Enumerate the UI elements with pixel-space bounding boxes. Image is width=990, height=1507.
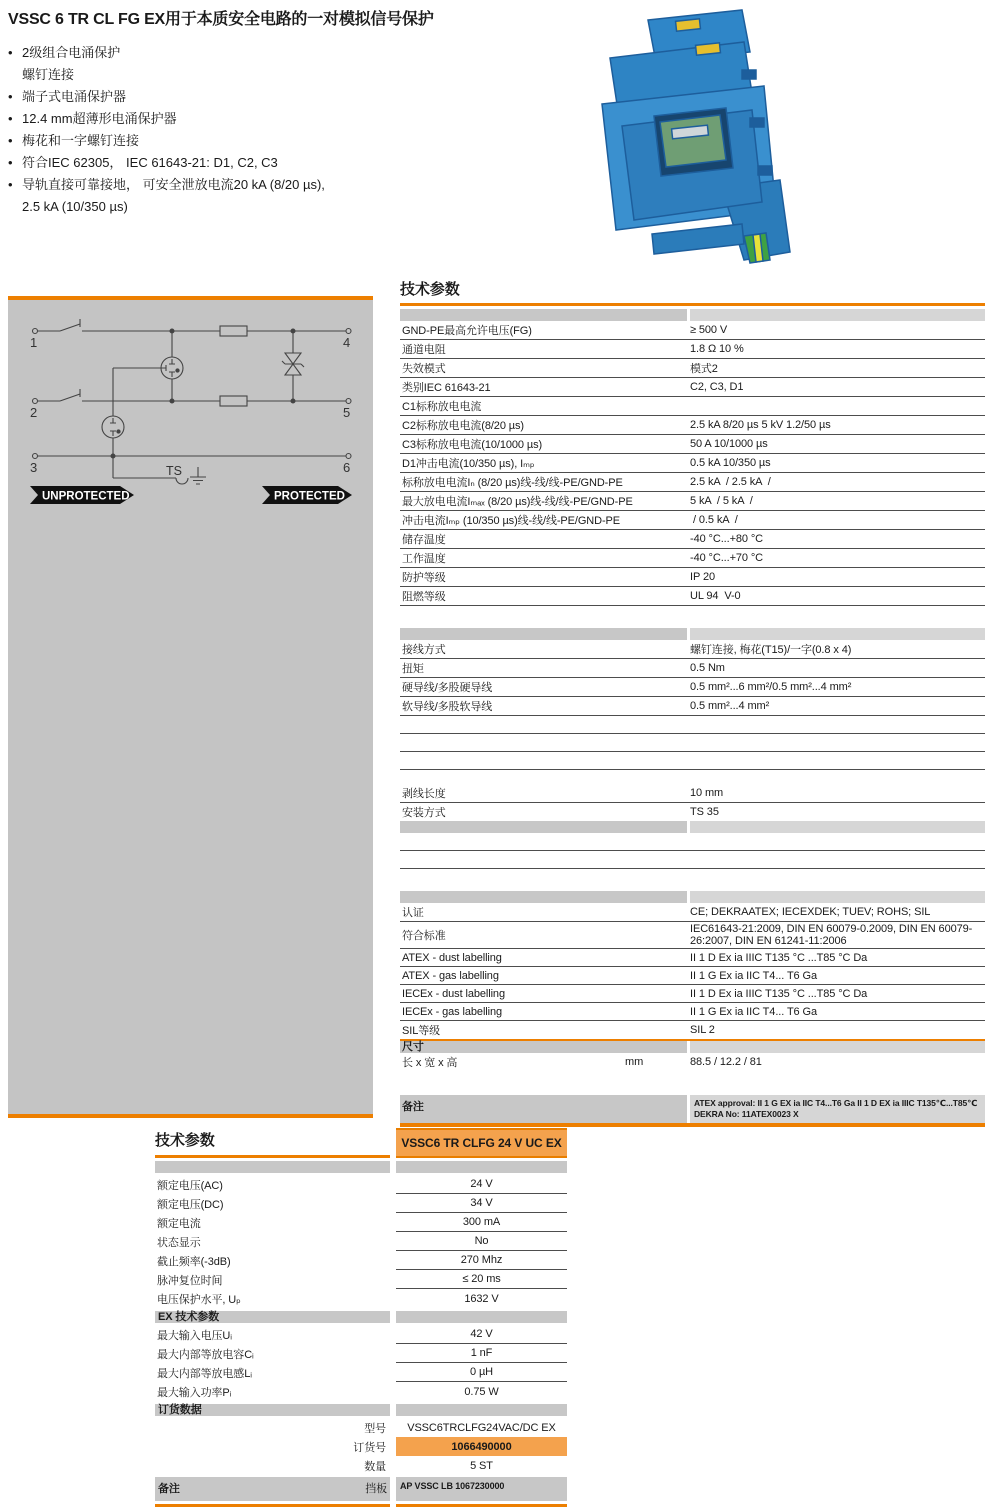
row-value: 0.5 mm²...6 mm²/0.5 mm²...4 mm² — [690, 681, 852, 693]
row-label: 最大放电电流Iₘₐₓ (8/20 µs)线-线/线-PE/GND-PE — [402, 496, 633, 508]
row-value: II 1 D Ex ia IIIC T135 °C ...T85 °C Da — [690, 951, 868, 964]
row-label: 长 x 宽 x 高 — [402, 1057, 458, 1069]
row-value: ≤ 20 ms — [396, 1270, 567, 1289]
row-label: 型号 — [364, 1422, 386, 1435]
table-row — [155, 1456, 567, 1475]
row-value: 0.75 W — [464, 1385, 499, 1398]
table-row — [400, 903, 985, 922]
row-value: 10 mm — [690, 787, 724, 799]
remark-row — [155, 1477, 567, 1501]
table-row — [400, 697, 985, 716]
table-row — [400, 378, 985, 397]
row-value: -40 °C...+80 °C — [690, 533, 764, 545]
unit-label: mm — [625, 1056, 644, 1068]
variant-header — [155, 1128, 567, 1158]
row-value: II 1 G Ex ia IIC T4... T6 Ga — [690, 1005, 818, 1018]
dimensions-row — [400, 1053, 985, 1071]
row-value: 1632 V — [464, 1292, 499, 1305]
bullet-icon: • — [8, 45, 13, 60]
row-value: IEC61643-21:2009, DIN EN 60079-0.2009, DIN EN 60079- 26:2007, DIN EN 61241-11:2006 — [690, 923, 973, 947]
table-header-bar — [155, 1161, 567, 1173]
circuit-diagram — [8, 306, 373, 516]
table-row — [155, 1382, 567, 1401]
row-value: 螺钉连接, 梅花(T15)/一字(0.8 x 4) — [690, 644, 852, 656]
variant-table-title: 技术参数 — [155, 1129, 390, 1158]
row-label: 数量 — [364, 1460, 386, 1473]
table-row — [400, 435, 985, 454]
row-value: 0.5 Nm — [690, 662, 725, 674]
terminal-label-2: 2 — [30, 405, 38, 420]
table-row — [400, 587, 985, 606]
table-row — [155, 1325, 567, 1344]
row-label: IECEx - dust labelling — [402, 987, 505, 1000]
row-value: 模式2 — [690, 363, 718, 375]
row-value: 0.5 kA 10/350 µs — [690, 457, 771, 469]
row-label: 标称放电电流Iₙ (8/20 µs)线-线/线-PE/GND-PE — [402, 477, 623, 489]
feature-item: 螺钉连接 — [22, 67, 75, 82]
feature-item: • 端子式电涌保护器 — [8, 86, 438, 108]
table-row — [400, 678, 985, 697]
note-value: ATEX approval: II 1 G EX ia IIC T4...T6 Ga II 1 D EX ia IIIC T135℃...T85℃ DEKRA No: 11ATEX0023 X — [690, 1095, 985, 1123]
bullet-icon: • — [8, 155, 13, 170]
row-value: TS 35 — [690, 806, 719, 818]
table-row — [400, 340, 985, 359]
row-label: 剥线长度 — [402, 788, 446, 800]
row-value: 270 Mhz — [396, 1251, 567, 1270]
empty-row — [400, 752, 985, 770]
feature-item: • 2级组合电涌保护 — [8, 42, 438, 64]
table-row — [400, 549, 985, 568]
row-label: 电压保护水平, Uₚ — [157, 1293, 241, 1306]
terminal-label-4: 4 — [343, 335, 351, 350]
row-label: 最大内部等放电感Lᵢ — [157, 1367, 252, 1380]
section-bar — [400, 891, 985, 903]
row-value: 5 ST — [470, 1459, 493, 1472]
row-label: 阻燃等级 — [402, 591, 446, 603]
empty-row — [400, 716, 985, 734]
table-row — [400, 949, 985, 967]
row-value: / 0.5 kA / — [690, 514, 738, 526]
tech-table-title: 技术参数 — [400, 281, 460, 298]
order-number-value: 1066490000 — [396, 1437, 567, 1456]
row-value: UL 94 V-0 — [690, 590, 741, 602]
table-row — [400, 803, 985, 821]
row-label: IECEx - gas labelling — [402, 1005, 503, 1018]
row-label: 认证 — [402, 907, 424, 919]
row-label: 防护等级 — [402, 572, 446, 584]
section-bar — [400, 628, 985, 640]
feature-item: • 12.4 mm超薄形电涌保护器 — [8, 108, 438, 130]
table-row — [400, 454, 985, 473]
feature-item: • 梅花和一字螺钉连接 — [8, 130, 438, 152]
row-value: 5 kA / 5 kA / — [690, 495, 753, 507]
note-label: 备注 — [400, 1095, 687, 1123]
product-photo — [592, 6, 797, 268]
row-value: CE; DEKRAATEX; IECEXDEK; TUEV; ROHS; SIL — [690, 906, 931, 918]
row-label: 扭矩 — [402, 663, 424, 675]
table-row — [400, 985, 985, 1003]
ts-label: TS — [166, 464, 182, 478]
terminal-label-5: 5 — [343, 405, 351, 420]
row-label: 额定电压(DC) — [157, 1198, 224, 1211]
bullet-icon: • — [8, 177, 13, 192]
table-row — [400, 640, 985, 659]
row-label: 通道电阻 — [402, 344, 446, 356]
table-row — [400, 922, 985, 949]
row-label: 额定电压(AC) — [157, 1179, 223, 1192]
table-row — [400, 359, 985, 378]
row-value: 2.5 kA / 2.5 kA / — [690, 476, 771, 488]
ex-section-bar: EX 技术参数 — [155, 1311, 567, 1323]
row-value: No — [396, 1232, 567, 1251]
svg-text:UNPROTECTED: UNPROTECTED — [42, 490, 130, 503]
row-label: 最大输入功率Pᵢ — [157, 1386, 232, 1399]
svg-text:PROTECTED: PROTECTED — [274, 490, 345, 503]
bullet-icon: • — [8, 89, 13, 104]
row-value: 300 mA — [396, 1213, 567, 1232]
row-value: 2.5 kA 8/20 µs 5 kV 1.2/50 µs — [690, 419, 831, 431]
row-label: 工作温度 — [402, 553, 446, 565]
row-value: II 1 G Ex ia IIC T4... T6 Ga — [690, 969, 818, 982]
feature-list — [8, 42, 438, 218]
row-value: 0.5 mm²...4 mm² — [690, 700, 770, 712]
row-label: 状态显示 — [157, 1236, 201, 1249]
row-value: 50 A 10/1000 µs — [690, 438, 768, 450]
variant-specs-table — [155, 1128, 567, 1507]
page-title: VSSC 6 TR CL FG EX用于本质安全电路的一对模拟信号保护 — [8, 11, 434, 28]
row-label: 最大内部等放电容Cᵢ — [157, 1348, 254, 1361]
row-value: IP 20 — [690, 571, 715, 583]
note-row — [400, 1095, 985, 1127]
row-label: 储存温度 — [402, 534, 446, 546]
row-label: 符合标准 — [402, 930, 446, 942]
row-value: 1.8 Ω 10 % — [690, 343, 744, 355]
table-row — [400, 321, 985, 340]
row-label: C2标称放电电流(8/20 µs) — [402, 420, 524, 432]
table-row — [155, 1363, 567, 1382]
row-label: 截止频率(-3dB) — [157, 1255, 231, 1268]
row-label: ATEX - dust labelling — [402, 951, 502, 964]
table-row — [400, 1021, 985, 1039]
row-value: SIL 2 — [690, 1024, 715, 1036]
terminal-label-3: 3 — [30, 460, 38, 475]
row-label: 类别IEC 61643-21 — [402, 382, 491, 394]
row-label: 脉冲复位时间 — [157, 1274, 223, 1287]
table-row — [400, 473, 985, 492]
row-label: D1冲击电流(10/350 µs), Iₘₚ — [402, 458, 535, 470]
order-section-bar: 订货数据 — [155, 1404, 567, 1416]
row-label: ATEX - gas labelling — [402, 969, 499, 982]
row-value: II 1 D Ex ia IIIC T135 °C ...T85 °C Da — [690, 987, 868, 1000]
row-value: C2, C3, D1 — [690, 381, 744, 393]
feature-item: 2.5 kA (10/350 µs) — [22, 199, 128, 214]
row-label: 冲击电流Iₘₚ (10/350 µs)线-线/线-PE/GND-PE — [402, 515, 621, 527]
table-row — [155, 1437, 567, 1456]
bullet-icon: • — [8, 133, 13, 148]
unprotected-arrow — [30, 486, 134, 504]
row-label: 硬导线/多股硬导线 — [402, 682, 493, 694]
variant-name-header: VSSC6 TR CLFG 24 V UC EX — [396, 1128, 567, 1158]
row-label: SIL等级 — [402, 1025, 441, 1037]
row-value: ≥ 500 V — [690, 324, 728, 336]
table-row — [155, 1232, 567, 1251]
empty-row — [400, 734, 985, 752]
row-value: -40 °C...+70 °C — [690, 552, 764, 564]
row-label: C1标称放电电流 — [402, 401, 482, 413]
table-row — [155, 1270, 567, 1289]
tech-specs-table — [400, 278, 985, 1127]
empty-row — [400, 851, 985, 869]
row-value: 1 nF — [396, 1344, 567, 1363]
row-label: 失效模式 — [402, 363, 446, 375]
table-row — [400, 659, 985, 678]
table-row — [400, 784, 985, 803]
row-value: VSSC6TRCLFG24VAC/DC EX — [407, 1421, 556, 1434]
row-value — [687, 405, 985, 407]
remark-value: AP VSSC LB 1067230000 — [396, 1477, 567, 1501]
table-row — [155, 1418, 567, 1437]
orange-rule — [400, 303, 985, 306]
table-row — [400, 492, 985, 511]
remark-label: 备注 — [158, 1483, 180, 1495]
table-row — [400, 1003, 985, 1021]
table-row — [400, 568, 985, 587]
row-value: 88.5 / 12.2 / 81 — [690, 1056, 762, 1068]
table-row — [155, 1344, 567, 1363]
row-value: 24 V — [396, 1175, 567, 1194]
table-row — [155, 1251, 567, 1270]
table-row — [400, 511, 985, 530]
row-label: 安装方式 — [402, 807, 446, 819]
table-row — [155, 1289, 567, 1308]
section-bar — [400, 821, 985, 833]
terminal-label-1: 1 — [30, 335, 38, 350]
row-label: 订货号 — [353, 1441, 386, 1454]
row-label: 接线方式 — [402, 644, 446, 656]
circuit-diagram-panel — [8, 296, 373, 1118]
table-row — [155, 1213, 567, 1232]
baffle-label: 挡板 — [365, 1483, 387, 1495]
row-value: 42 V — [396, 1325, 567, 1344]
feature-item: • 符合IEC 62305， IEC 61643-21: D1, C2, C3 — [8, 152, 438, 174]
row-label: 最大输入电压Uᵢ — [157, 1329, 232, 1342]
row-label: GND-PE最高允许电压(FG) — [402, 325, 532, 337]
feature-item: • 导轨直接可靠接地， 可安全泄放电流20 kA (8/20 µs), — [8, 174, 438, 196]
table-row — [155, 1175, 567, 1194]
row-value: 34 V — [396, 1194, 567, 1213]
table-row — [400, 397, 985, 416]
table-header-bar — [400, 309, 985, 321]
row-label: 软导线/多股软导线 — [402, 701, 493, 713]
table-row — [400, 967, 985, 985]
dimensions-section-bar: 尺寸 — [400, 1039, 985, 1053]
row-value: 0 µH — [396, 1363, 567, 1382]
bullet-icon: • — [8, 111, 13, 126]
row-label: C3标称放电电流(10/1000 µs) — [402, 439, 543, 451]
table-row — [155, 1194, 567, 1213]
table-row — [400, 416, 985, 435]
table-row — [400, 530, 985, 549]
row-label: 额定电流 — [157, 1217, 201, 1230]
terminal-label-6: 6 — [343, 460, 351, 475]
terminal-block-image — [592, 6, 797, 268]
empty-row — [400, 833, 985, 851]
protected-arrow — [262, 486, 352, 504]
